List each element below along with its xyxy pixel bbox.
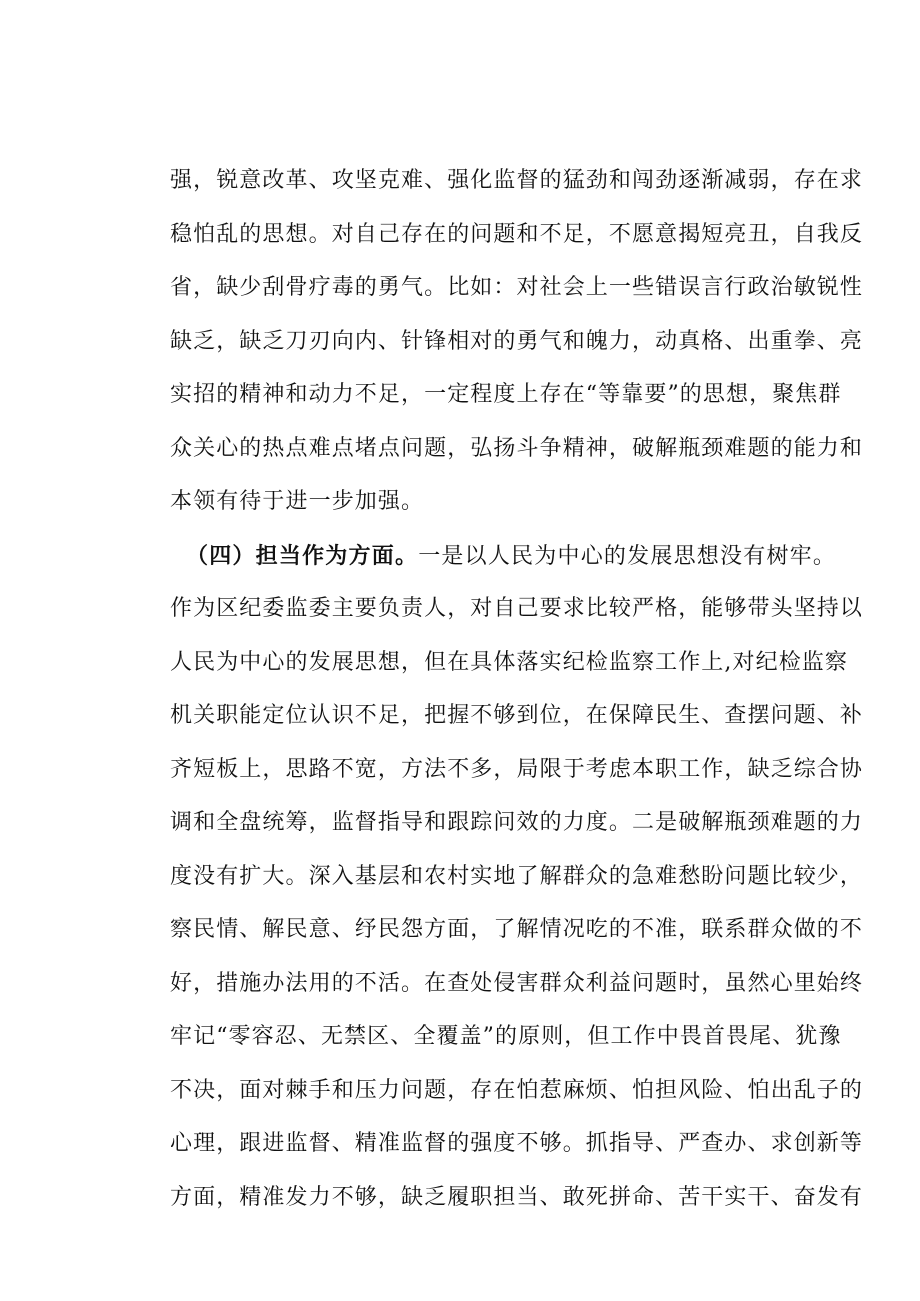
section-first-line-text: 一是以人民为中心的发展思想没有树牢。 xyxy=(418,544,836,569)
paragraph-line: 稳怕乱的思想。对自己存在的问题和不足，不愿意揭短亮丑，自我反 xyxy=(170,222,864,247)
section-heading: （四）担当作为方面。 xyxy=(186,543,419,569)
paragraph-line: 齐短板上，思路不宽，方法不多，局限于考虑本职工作，缺乏综合协 xyxy=(170,757,864,782)
paragraph-line: 众关心的热点难点堵点问题，弘扬斗争精神，破解瓶颈难题的能力和 xyxy=(170,436,864,461)
paragraph-line: 好，措施办法用的不活。在查处侵害群众利益问题时，虽然心里始终 xyxy=(170,971,864,996)
paragraph-line: 省，缺少刮骨疗毒的勇气。比如：对社会上一些错误言行政治敏锐性 xyxy=(170,275,864,300)
paragraph-line: 心理，跟进监督、精准监督的强度不够。抓指导、严查办、求创新等 xyxy=(170,1131,864,1156)
paragraph-line: 缺乏，缺乏刀刃向内、针锋相对的勇气和魄力，动真格、出重拳、亮 xyxy=(170,329,864,354)
paragraph-line: 方面，精准发力不够，缺乏履职担当、敢死拼命、苦干实干、奋发有 xyxy=(170,1185,864,1210)
paragraph-line: 本领有待于进一步加强。 xyxy=(170,489,425,514)
paragraph-line: 机关职能定位认识不足，把握不够到位，在保障民生、查摆问题、补 xyxy=(170,703,864,728)
paragraph-line: 度没有扩大。深入基层和农村实地了解群众的急难愁盼问题比较少， xyxy=(170,864,864,889)
section-first-line xyxy=(186,536,836,576)
paragraph-line: 作为区纪委监委主要负责人，对自己要求比较严格，能够带头坚持以 xyxy=(170,596,864,621)
paragraph-line: 调和全盘统筹，监督指导和跟踪问效的力度。二是破解瓶颈难题的力 xyxy=(170,810,864,835)
paragraph-line: 强，锐意改革、攻坚克难、强化监督的猛劲和闯劲逐渐减弱，存在求 xyxy=(170,168,864,193)
paragraph-line: 不决，面对棘手和压力问题，存在怕惹麻烦、怕担风险、怕出乱子的 xyxy=(170,1078,864,1103)
paragraph-line: 人民为中心的发展思想，但在具体落实纪检监察工作上,对纪检监察 xyxy=(170,650,848,675)
paragraph-line: 牢记“零容忍、无禁区、全覆盖”的原则，但工作中畏首畏尾、犹豫 xyxy=(170,1024,842,1049)
paragraph-line: 察民情、解民意、纾民怨方面，了解情况吃的不准，联系群众做的不 xyxy=(170,917,864,942)
paragraph-line: 实招的精神和动力不足，一定程度上存在“等靠要”的思想，聚焦群 xyxy=(170,382,842,407)
